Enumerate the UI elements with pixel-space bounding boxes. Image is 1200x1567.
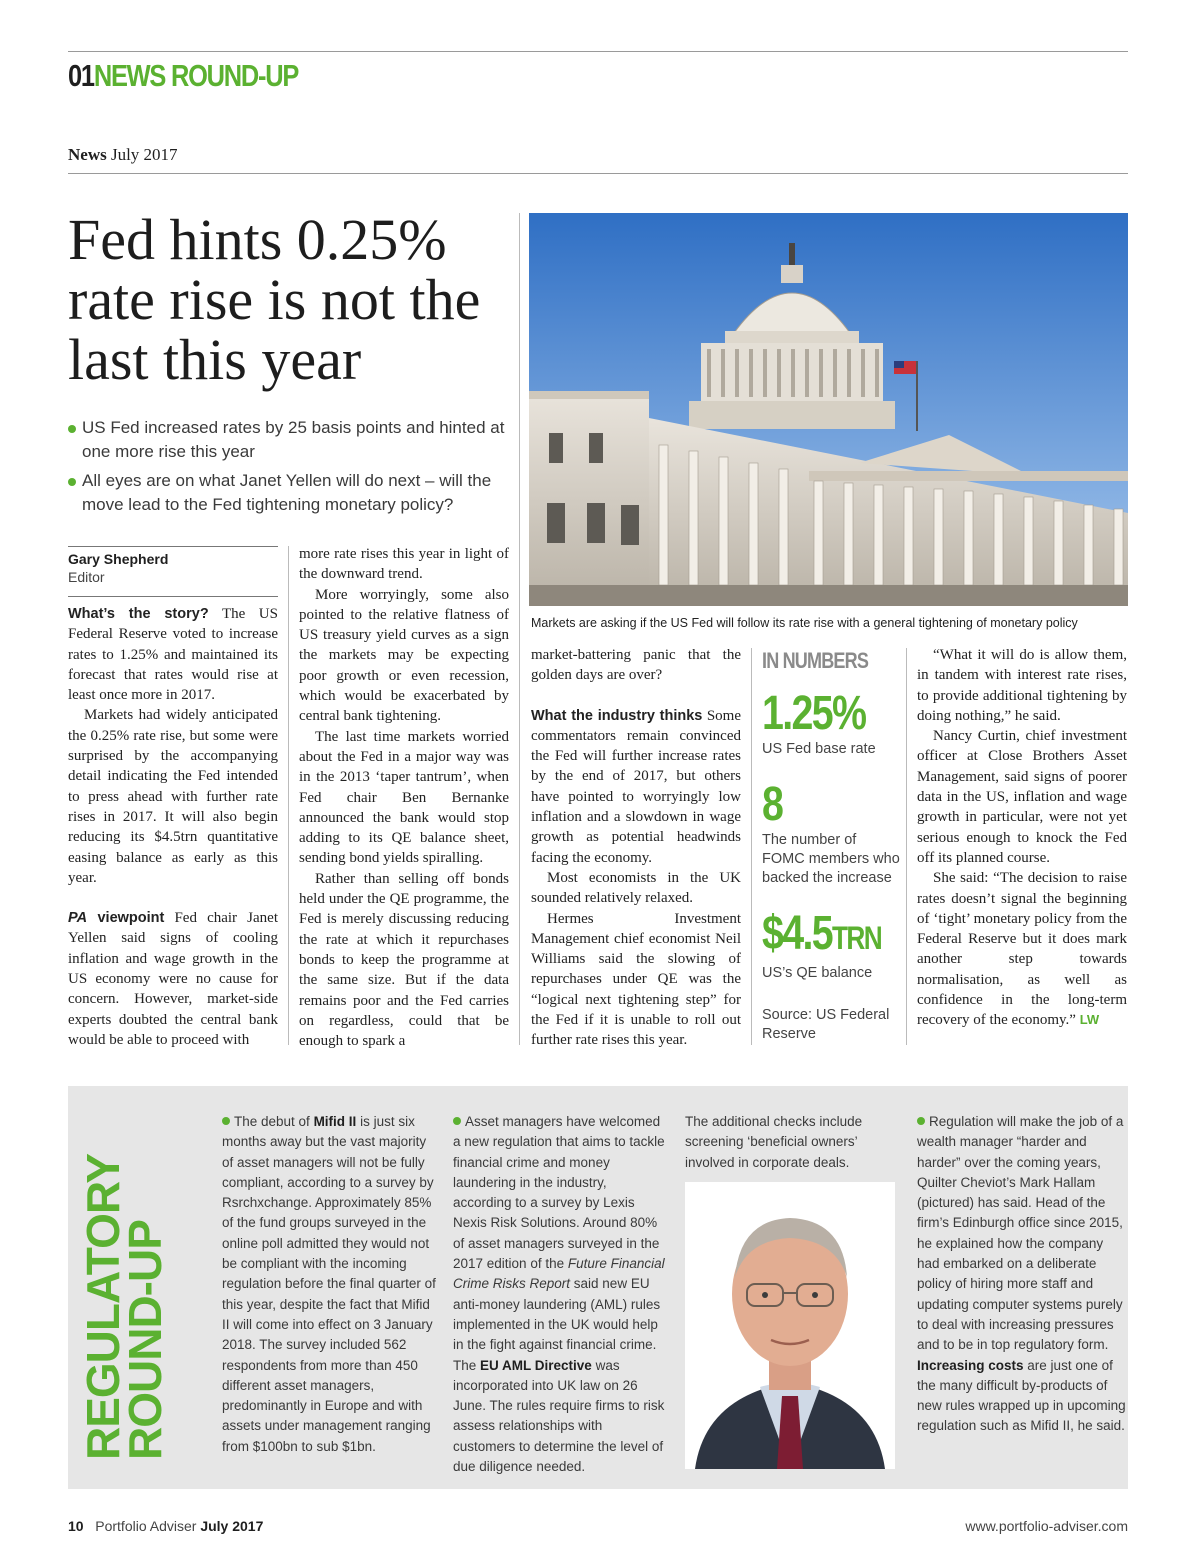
issue-rule [68,173,1128,174]
mark-hallam-portrait [685,1182,895,1469]
regulatory-item-aml: Asset managers have welcomed a new regulation that aims to tackle financial crime and money laundering in the industry, according to a survey by Lexis Nexis Risk Solutions. Around 80% of asset managers surveyed in the 2017 edition of the Future Financial Crime Risks Report said new EU anti-money laundering (AML) rules implemented in the UK would help in the fight against financial crime. The EU AML Directive was incorporated into UK law on 26 June. The rules require firms to risk assess relationships with customers to determine the level of due diligence needed. [453,1114,665,1475]
capitol-building-image [529,213,1128,606]
issue-line [68,145,178,165]
bullet-dot [917,1117,925,1125]
article-paragraph: “What it will do is allow them, in tandem with interest rate rises, to provide additional tightening by doing nothing,” he said. [917,647,1127,724]
article-paragraph: The last time markets worried about the Fed in a major way was in the 2013 ‘taper tantrum’, when Fed chair Ben Bernanke announced the bank would stop adding to its QE balance sheet, sending bond yields spiralling. [299,728,509,867]
stat-value-fomc: 8 [762,778,783,831]
column-divider-numbers-left [751,648,752,1045]
capitol-photo [529,213,1128,606]
byline-rule-bottom [68,596,278,597]
regulatory-item-aml-continued: The additional checks include screening ‘beneficial owners’ involved in corporate deals. [685,1114,863,1170]
article-paragraph: More worryingly, some also pointed to the relative flatness of US treasury yield curves as a sign the markets may be expecting poor growth or even recession, which would be exacerbated by central bank tightening. [299,586,509,725]
article-column-2 [299,544,509,1051]
column-divider-1 [288,546,289,1045]
article-paragraph: Most economists in the UK sounded relatively relaxed. [531,869,741,907]
regulatory-item-mifid: The debut of Mifid II is just six months away but the vast majority of asset managers will not be fully compliant, according to a survey by Rsrchxchange. Approximately 85% of the fund groups surveyed in the online poll admitted they would not be compliant with the incoming regulation before the final quarter of this year, despite the fact that Mifid II will come into effect on 3 January 2018. The survey included 562 respondents from more than 450 different asset managers, predominantly in Europe and with assets under management ranging from $100bn to sub $1bn. [222,1114,436,1454]
column-divider-headline [519,213,520,1045]
article-paragraph: more rate rises this year in light of the downward trend. [299,546,509,583]
stat-value-qe: $4.5TRN [762,907,882,960]
regulatory-roundup-title: REGULATORY ROUND-UP [77,1153,171,1460]
page-number: 10 [68,1518,84,1534]
author-name: Gary Shepherd [68,551,169,567]
section-number: 01 [68,58,94,93]
top-rule [68,51,1128,52]
author-role: Editor [68,569,105,585]
article-column-1 [68,604,278,1050]
story-lead: What’s the story? [68,606,209,622]
article-paragraph: Markets had widely anticipated the 0.25% rate rise, but some were surprised by the accompanying detail indicating the Fed intended to press ahead with further rate rises in 2017. It will also begin reducing its $4.5trn quantitative easing balance as early as this year. [68,707,278,886]
article-paragraph: PA viewpoint Fed chair Janet Yellen said signs of cooling inflation and wage growth in the US economy were no cause for concern. However, market-side experts doubted the central bank would be able to proceed with [68,910,278,1048]
byline-rule-top [68,546,278,547]
section-title: NEWS ROUND-UP [93,58,299,93]
page-footer-left [68,1518,263,1534]
issue-label: News [68,145,107,164]
stat-label-qe: US’s QE balance [762,965,873,981]
publication-name: Portfolio Adviser [95,1518,197,1534]
footer-date: July 2017 [200,1518,264,1534]
author-initials: LW [1079,1012,1100,1028]
standfirst-bullet-1: US Fed increased rates by 25 basis points and hinted at one more rise this year [68,416,513,464]
standfirst-bullets [68,416,513,522]
in-numbers-title: IN NUMBERS [762,648,869,673]
article-paragraph: Nancy Curtin, chief investment officer at Close Brothers Asset Management, said signs of poorer data in the US, inflation and wage growth in particular, were not yet serious enough to knock the Fed off its planned course. [917,728,1127,866]
industry-lead: What the industry thinks [531,707,703,724]
bullet-dot [453,1117,461,1125]
article-column-3 [531,645,741,1051]
regulatory-item-wealth-manager: Regulation will make the job of a wealth manager “harder and harder” over the coming years, Quilter Cheviot’s Mark Hallam (pictured) has said. Head of the firm’s Edinburgh office since 2015, he explained how the company had embarked on a deliberate policy of hiring more staff and updating computer systems purely to deal with increasing pressures and to be in top regulatory form. Increasing costs are just one of the many difficult by-products of new rules wrapped up in upcoming regulation such as Mifid II, he said. [917,1114,1126,1434]
article-paragraph: What’s the story? The US Federal Reserve voted to increase rates to 1.25% and maintained its forecast that rates would rise at least once more in 2017. [68,606,278,704]
article-paragraph: She said: “The decision to raise rates doesn’t signal the beginning of ‘tight’ monetary policy from the Federal Reserve but it does mark another step towards normalisation, as well as confidence in the long-term recovery of the economy.” LW [917,870,1127,1029]
article-column-4 [917,645,1127,1031]
article-paragraph: Rather than selling off bonds held under the QE programme, the Fed is merely discussing reducing the rate at which it repurchases bonds to keep the programme at the same size. But if the data remains poor and the Fed carries on regardless, could that be enough to spark a [299,870,509,1050]
bullet-dot [222,1117,230,1125]
article-paragraph: What the industry thinks Some commentators remain convinced the Fed will further increase rates by the end of 2017, but others have pointed to worryingly low inflation and a slowdown in wage growth as potential headwinds facing the economy. [531,707,742,866]
stat-label-fomc: The number of FOMC members who backed the increase [762,832,900,886]
in-numbers-panel [762,648,900,1044]
viewpoint-lead: PA viewpoint [68,910,165,927]
article-headline: Fed hints 0.25% rate rise is not the last this year [68,207,481,392]
stat-source: Source: US Federal Reserve [762,1007,890,1042]
column-divider-numbers-right [906,648,907,1045]
section-header [68,58,298,94]
article-paragraph: Hermes Investment Management chief economist Neil Williams said the slowing of repurchases under QE was the “logical next tightening step” for the Fed if it is unable to roll out further rate rises this year. [531,910,741,1049]
portrait-image [685,1182,895,1469]
stat-value-base-rate: 1.25% [762,687,866,740]
issue-date: July 2017 [110,145,178,164]
website-link[interactable]: www.portfolio-adviser.com [965,1518,1128,1534]
photo-caption: Markets are asking if the US Fed will follow its rate rise with a general tightening of monetary policy [531,616,1078,630]
article-paragraph: market-battering panic that the golden days are over? [531,647,741,684]
stat-label-base-rate: US Fed base rate [762,741,876,757]
standfirst-bullet-2: All eyes are on what Janet Yellen will do next – will the move lead to the Fed tightening monetary policy? [68,469,513,517]
